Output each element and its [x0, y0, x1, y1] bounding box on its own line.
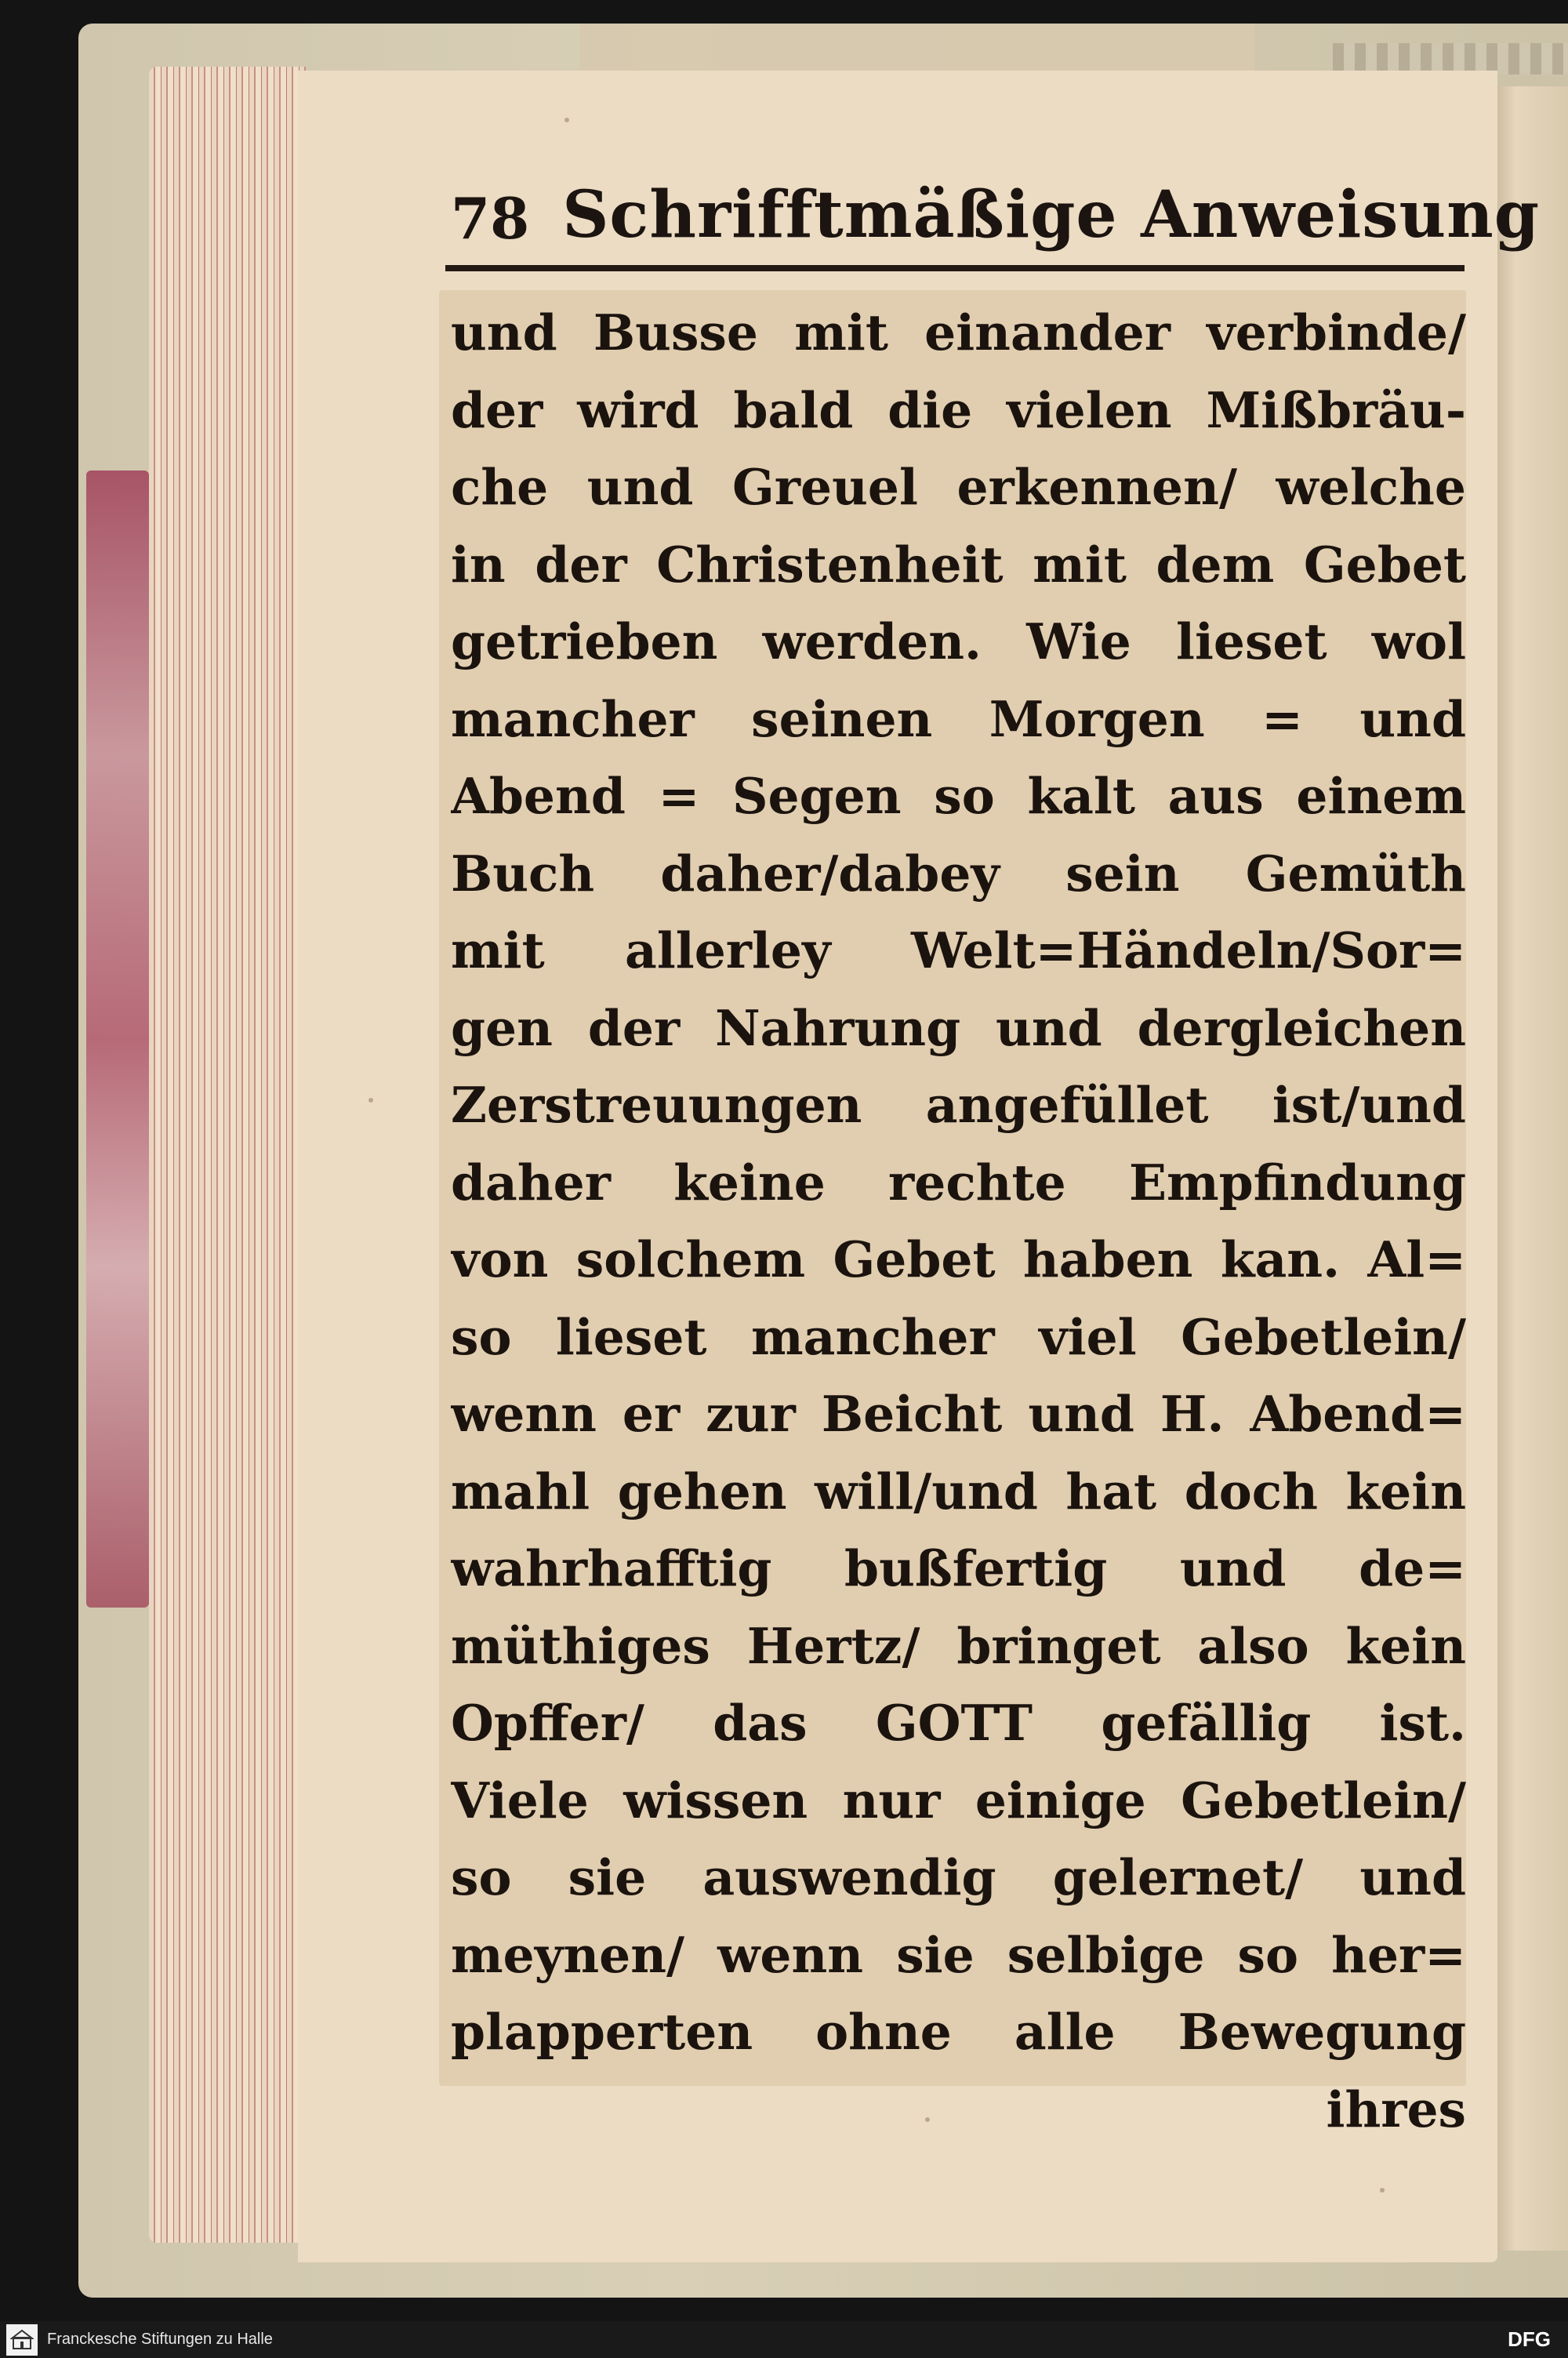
page-number: 78: [451, 185, 530, 252]
text-line: müthiges Hertz/ bringet also kein: [451, 1616, 1466, 1675]
text-line: gen der Nahrung und dergleichen: [451, 998, 1466, 1057]
text-line: meynen/ wenn sie selbige so her=: [451, 1925, 1466, 1984]
text-line: Abend = Segen so kalt aus einem: [451, 767, 1466, 825]
text-line: Buch daher/dabey sein Gemüth: [451, 844, 1466, 903]
institution-name: Franckesche Stiftungen zu Halle: [47, 2331, 273, 2348]
text-line: Zerstreuungen angefüllet ist/und: [451, 1076, 1466, 1134]
text-line: Viele wissen nur einige Gebetlein/: [451, 1771, 1466, 1829]
text-line: so lieset mancher viel Gebetlein/: [451, 1307, 1466, 1366]
text-line: in der Christenheit mit dem Gebet: [451, 535, 1466, 594]
text-line: mahl gehen will/und hat doch kein: [451, 1462, 1466, 1521]
text-line: und Busse mit einander verbinde/: [451, 303, 1466, 362]
text-line: che und Greuel erkennen/ welche: [451, 458, 1466, 516]
facing-page-edge: [1494, 86, 1568, 2251]
text-line: plapperten ohne alle Bewegung: [451, 2003, 1466, 2061]
text-line: so sie auswendig gelernet/ und: [451, 1848, 1466, 1906]
institution-seal-icon: [6, 2324, 38, 2356]
header-rule: [445, 265, 1465, 271]
paper-speck: [1380, 2188, 1385, 2193]
text-line: der wird bald die vielen Mißbräu-: [451, 380, 1466, 439]
text-line: mancher seinen Morgen = und: [451, 689, 1466, 748]
text-line: wenn er zur Beicht und H. Abend=: [451, 1385, 1466, 1443]
text-line: mit allerley Welt=Händeln/Sor=: [451, 921, 1466, 979]
page-edges: [149, 67, 306, 2243]
binding-cord: [1333, 43, 1568, 74]
text-line: von solchem Gebet haben kan. Al=: [451, 1230, 1466, 1288]
text-line: Opffer/ das GOTT gefällig ist.: [451, 1694, 1466, 1752]
text-line: wahrhafftig bußfertig und de=: [451, 1539, 1466, 1597]
running-head: Schrifftmäßige Anweisung: [562, 177, 1541, 253]
paper-speck: [564, 118, 569, 122]
marbled-cover-edge: [86, 471, 149, 1608]
catchword: ihres: [1326, 2080, 1466, 2138]
funder-logo: DFG: [1508, 2327, 1551, 2351]
body-text: [451, 294, 1466, 2148]
page-header: [451, 161, 1541, 253]
viewer-footer: [0, 2321, 1568, 2358]
paper-speck: [368, 1098, 373, 1103]
text-line: getrieben werden. Wie lieset wol: [451, 612, 1466, 670]
binding-tape: [580, 24, 1254, 71]
text-line: daher keine rechte Empfindung: [451, 1153, 1466, 1212]
